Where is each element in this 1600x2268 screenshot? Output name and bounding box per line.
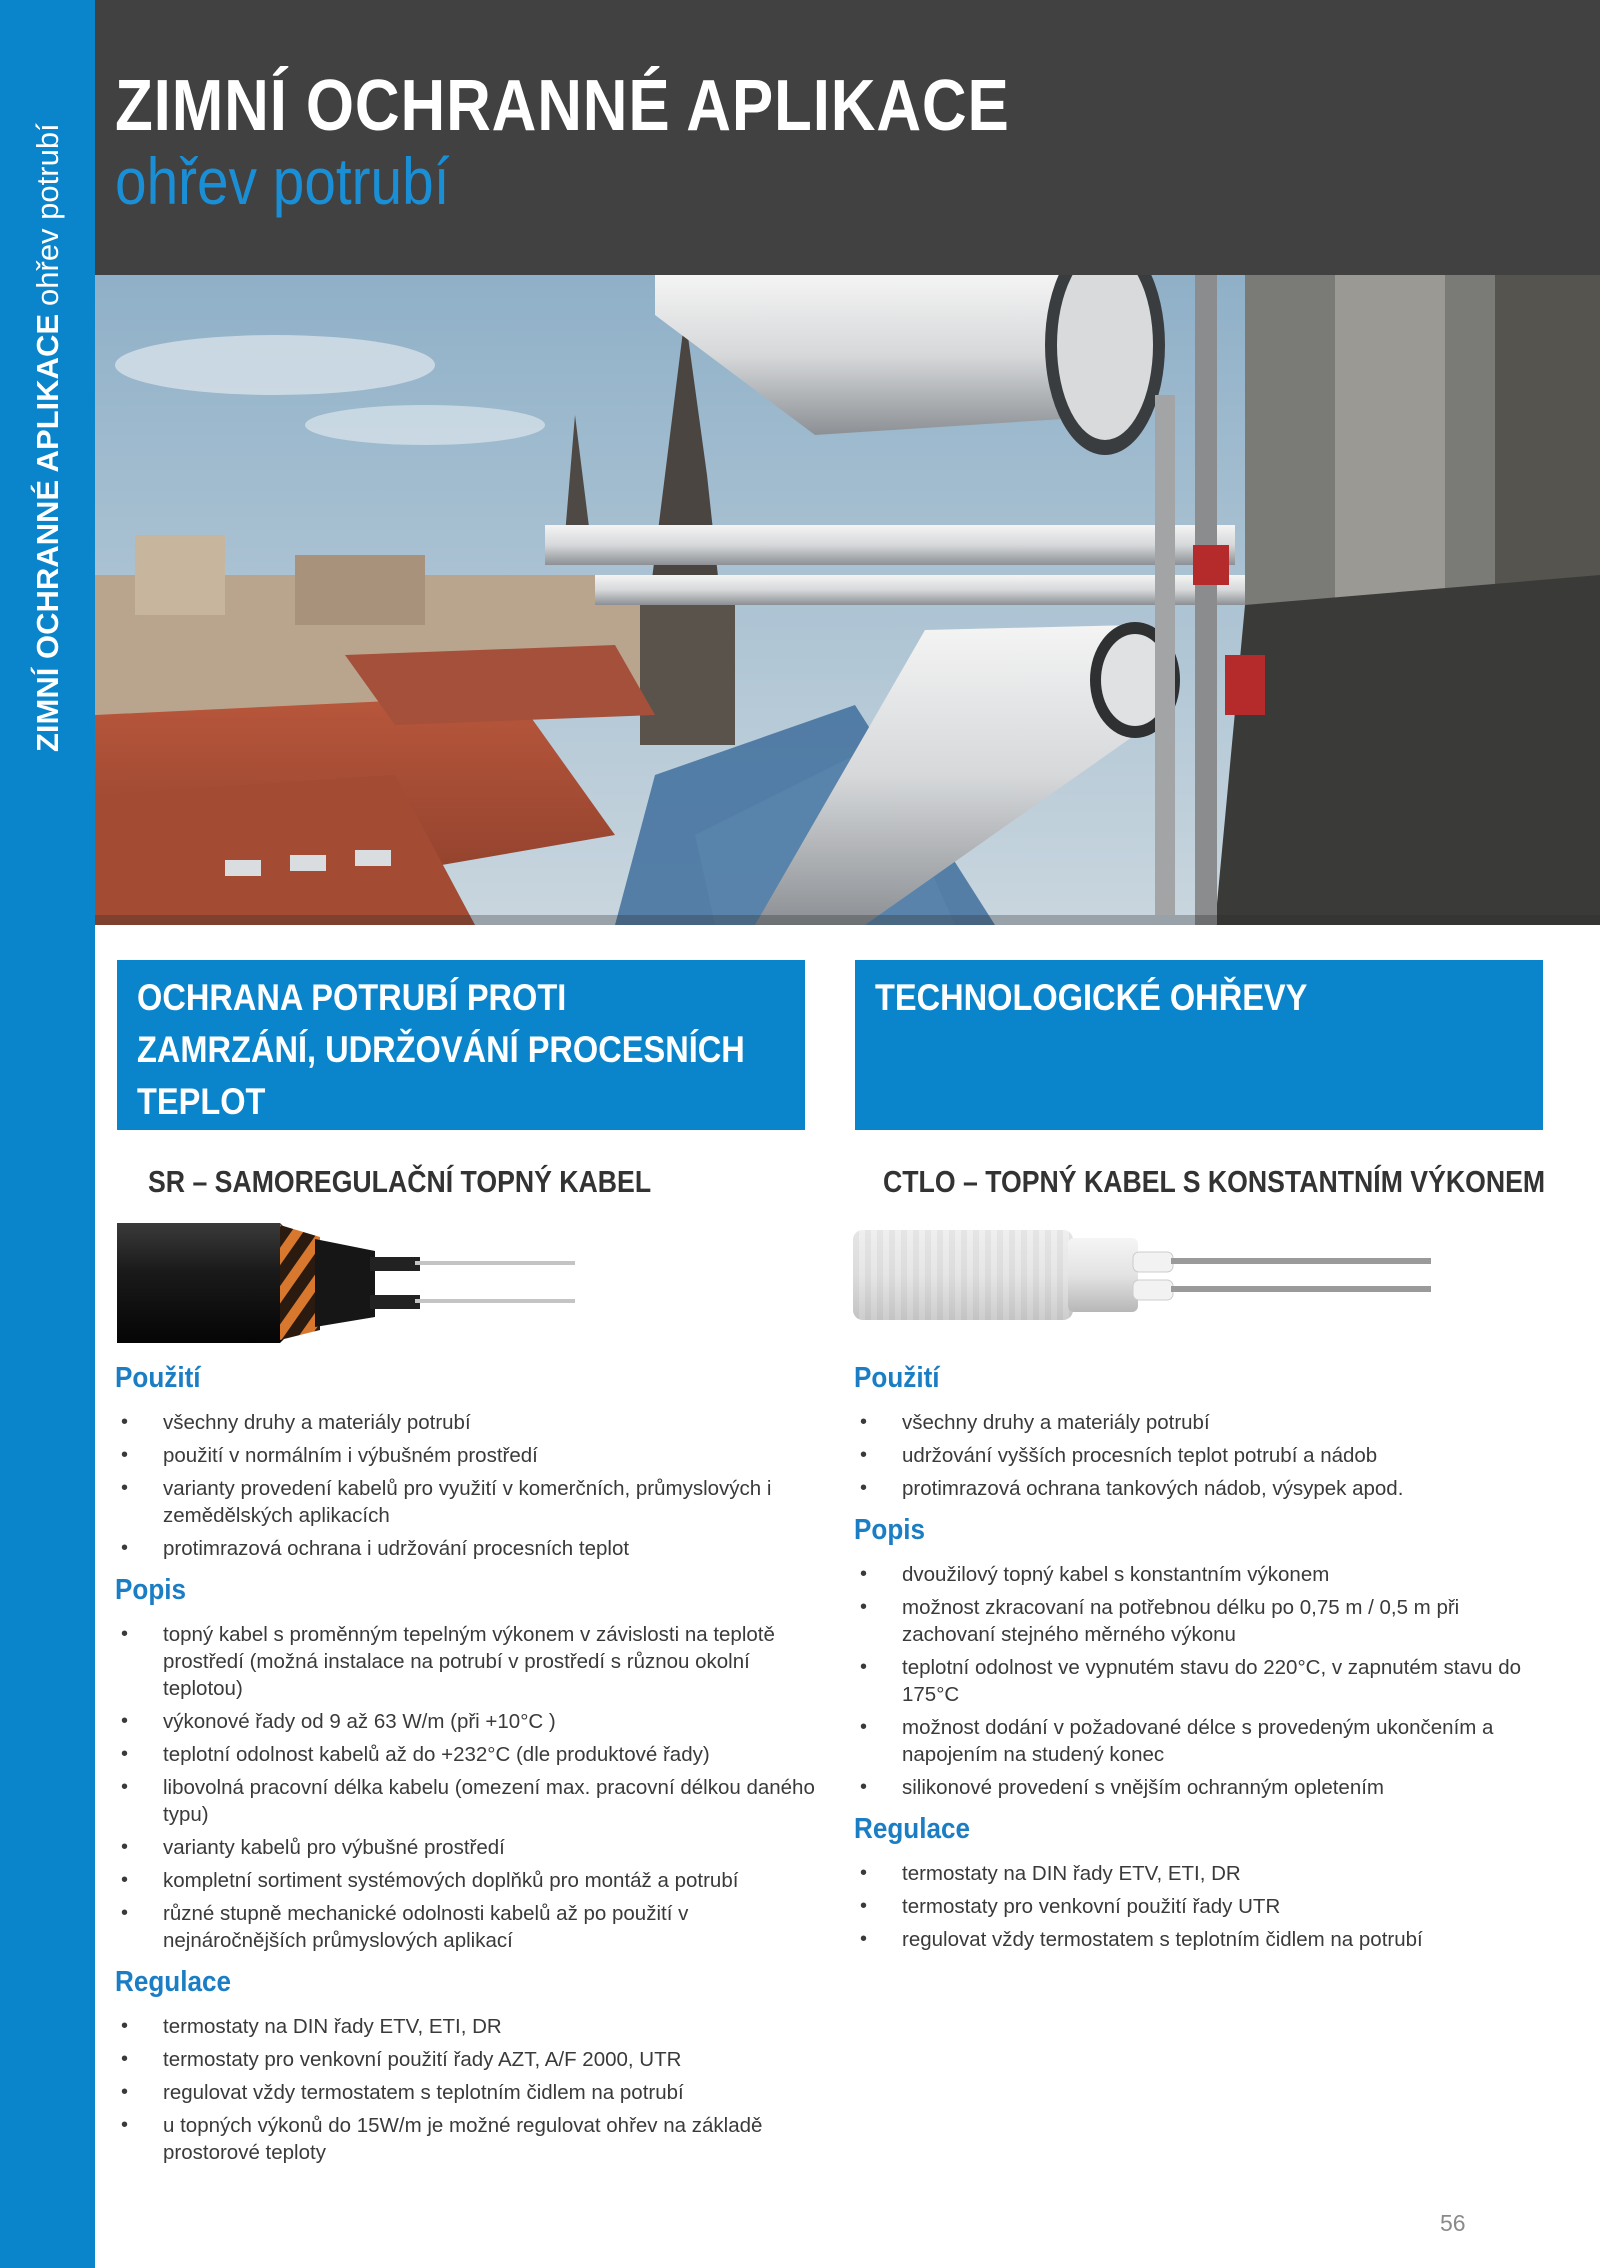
list-item: • dvoužilový topný kabel s konstantním výkonem (860, 1563, 1330, 1586)
list-item: • topný kabel s proměnným tepelným výkonem v závislosti na teplotě prostředí (možná instalace na potrubí v prostředí s různou okolní teplotou) (121, 1623, 775, 1700)
list-item: • možnost dodání v požadované délce s provedeným ukončením a napojením na studený konec (860, 1716, 1494, 1766)
left-description-heading: Popis (115, 1574, 187, 1606)
list-item: • protimrazová ochrana tankových nádob, výsypek apod. (860, 1477, 1404, 1500)
ctlo-cable-image (853, 1220, 1438, 1330)
side-label-strong: ZIMNÍ OCHRANNÉ APLIKACE (30, 313, 65, 752)
list-item: • termostaty pro venkovní použití řady UTR (860, 1895, 1281, 1918)
list-item: • všechny druhy a materiály potrubí (860, 1411, 1210, 1434)
right-section-title: TECHNOLOGICKÉ OHŘEVY (875, 977, 1308, 1018)
list-item: • u topných výkonů do 15W/m je možné regulovat ohřev na základě prostorové teploty (121, 2114, 763, 2164)
left-section-title-box (117, 960, 805, 1130)
right-usage-heading: Použití (854, 1362, 940, 1394)
list-item: • varianty kabelů pro výbušné prostředí (121, 1836, 505, 1859)
left-column (115, 1358, 815, 2172)
list-item: • teplotní odolnost kabelů až do +232°C (dle produktové řady) (121, 1743, 710, 1766)
right-column (854, 1358, 1554, 1959)
rooftop-pipes-photo (95, 275, 1600, 925)
left-description-list (115, 1621, 815, 1954)
side-band (0, 0, 95, 2268)
side-vertical-label (32, 123, 63, 752)
right-regulation-list (854, 1860, 1554, 1953)
page-number: 56 (1440, 2210, 1466, 2236)
list-item: • různé stupně mechanické odolnosti kabelů až po použití v nejnáročnějších průmyslových aplikací (121, 1902, 689, 1952)
page-header (95, 0, 1600, 275)
list-item: • udržování vyšších procesních teplot potrubí a nádob (860, 1444, 1378, 1467)
list-item: • regulovat vždy termostatem s teplotním čidlem na potrubí (121, 2081, 684, 2104)
list-item: • termostaty pro venkovní použití řady AZT, A/F 2000, UTR (121, 2048, 682, 2071)
list-item: • možnost zkracovaní na potřebnou délku po 0,75 m / 0,5 m při zachovaní stejného měrného výkonu (860, 1596, 1460, 1646)
left-usage-heading: Použití (115, 1362, 201, 1394)
list-item: • použití v normálním i výbušném prostředí (121, 1444, 538, 1467)
left-section-title: OCHRANA POTRUBÍ PROTI ZAMRZÁNÍ, UDRŽOVÁNÍ PROCESNÍCH TEPLOT (137, 977, 745, 1122)
list-item: • protimrazová ochrana i udržování procesních teplot (121, 1537, 630, 1560)
list-item: • všechny druhy a materiály potrubí (121, 1411, 471, 1434)
left-cable-title: SR – SAMOREGULAČNÍ TOPNÝ KABEL (148, 1164, 652, 1199)
left-regulation-list (115, 2013, 815, 2166)
list-item: • termostaty na DIN řady ETV, ETI, DR (121, 2015, 502, 2038)
list-item: • libovolná pracovní délka kabelu (omezení max. pracovní délkou daného typu) (121, 1776, 815, 1826)
sr-cable-image (115, 1215, 585, 1350)
right-description-heading: Popis (854, 1514, 926, 1546)
page-subtitle: ohřev potrubí (115, 144, 450, 218)
left-usage-list (115, 1409, 815, 1562)
right-cable-title: CTLO – TOPNÝ KABEL S KONSTANTNÍM VÝKONEM (883, 1164, 1546, 1199)
page-title: ZIMNÍ OCHRANNÉ APLIKACE (115, 66, 1010, 146)
side-label-light: ohřev potrubí (30, 123, 65, 306)
right-regulation-heading: Regulace (854, 1813, 971, 1845)
list-item: • silikonové provedení s vnějším ochranným opletením (860, 1776, 1384, 1799)
list-item: • regulovat vždy termostatem s teplotním čidlem na potrubí (860, 1928, 1423, 1951)
list-item: • kompletní sortiment systémových doplňků pro montáž a potrubí (121, 1869, 739, 1892)
right-section-title-box (855, 960, 1543, 1130)
list-item: • teplotní odolnost ve vypnutém stavu do 220°C, v zapnutém stavu do 175°C (860, 1656, 1522, 1706)
list-item: • varianty provedení kabelů pro využití v komerčních, průmyslových i zemědělských aplikacích (121, 1477, 772, 1527)
right-usage-list (854, 1409, 1554, 1502)
list-item: • termostaty na DIN řady ETV, ETI, DR (860, 1862, 1241, 1885)
list-item: • výkonové řady od 9 až 63 W/m (při +10°C ) (121, 1710, 556, 1733)
left-regulation-heading: Regulace (115, 1966, 232, 1998)
right-description-list (854, 1561, 1554, 1801)
